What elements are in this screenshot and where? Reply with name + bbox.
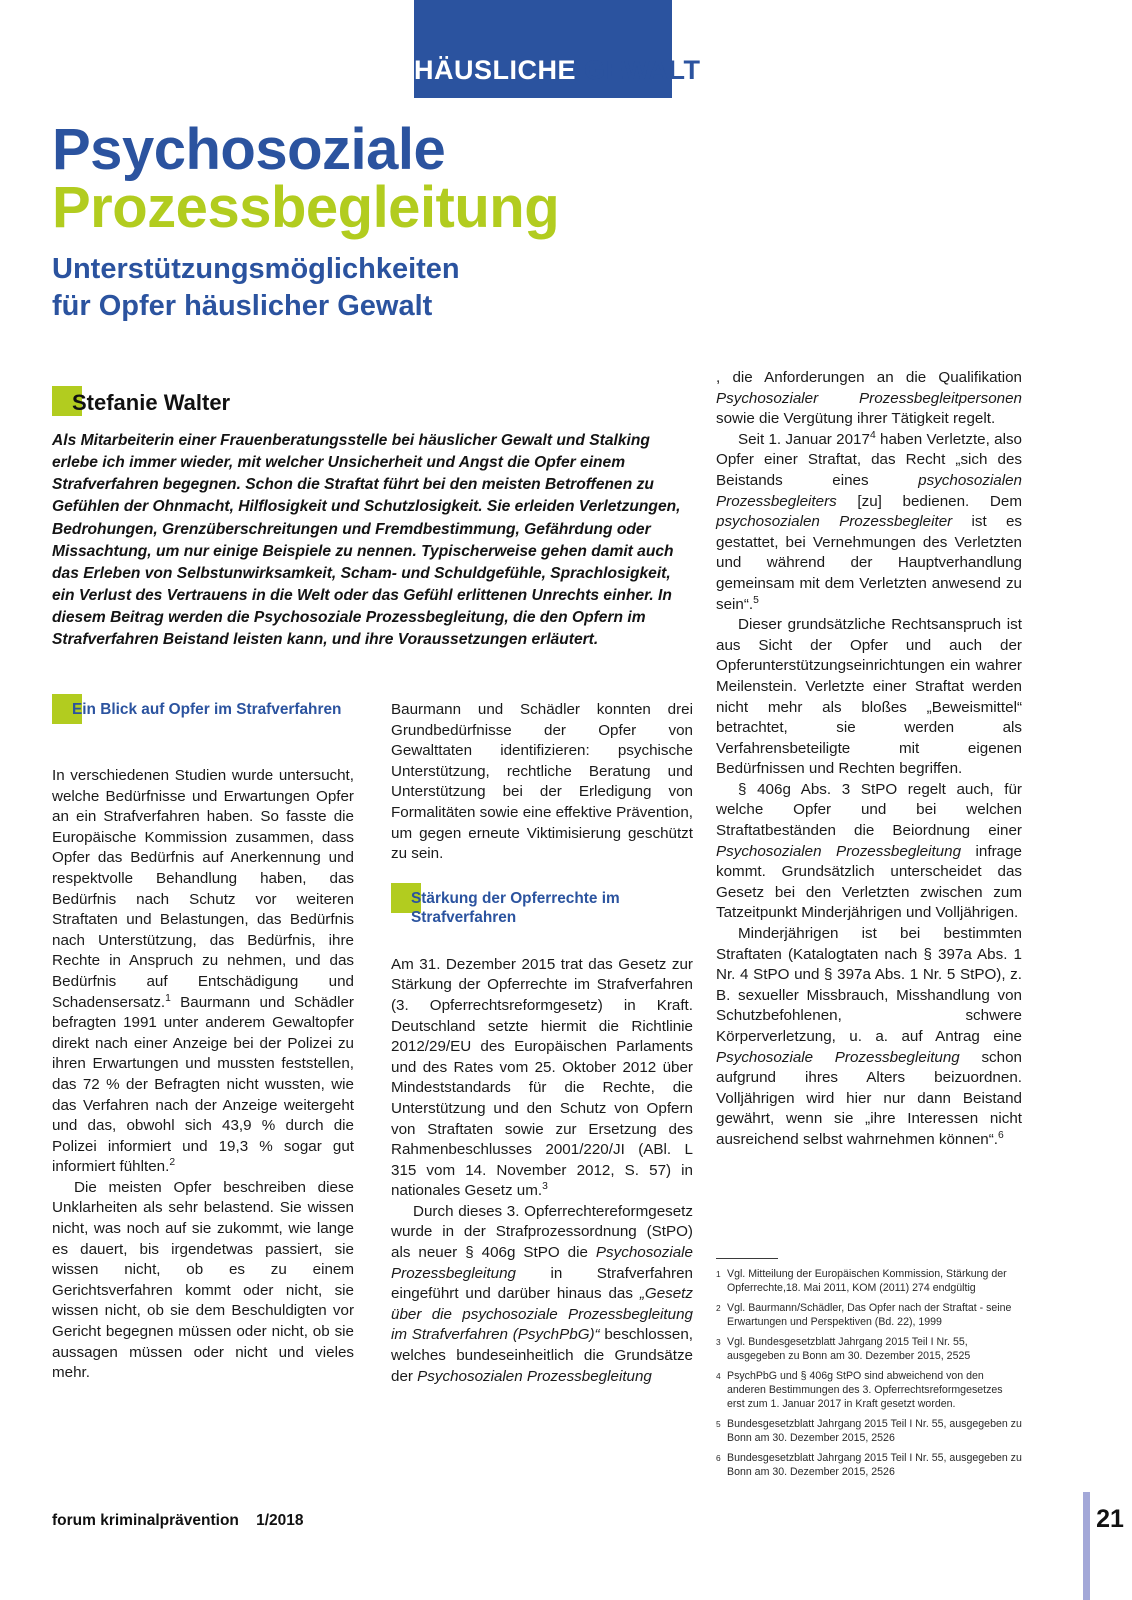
footer-publication: forum kriminalprävention 1/2018 <box>52 1512 304 1529</box>
paragraph-continued: , die Anforderungen an die Qualifikation Psychosozialer Prozessbegleitpersonen sowie die Vergütung ihrer Tätigkeit regelt. <box>716 369 1022 428</box>
column-middle <box>391 700 693 1387</box>
paragraph: Seit 1. Januar 2017$^4$ haben Verletzte, also Opfer einer Straftat, das Recht „sich des Beistands eines psychosozialen Prozessbegleiters [zu] bedienen. Dem psychosozialen Prozessbegleiter ist es gestattet, bei Vernehmungen des Verletzten und während der Hauptverhandlung gemeinsam mit dem Verletzten anwesend zu sein“.$^5$ <box>716 429 1022 613</box>
spacer <box>391 865 693 889</box>
paragraph: Durch dieses 3. Opferrechtereformgesetz wurde in der Strafprozessordnung (StPO) als neuer § 406g StPO die Psychosoziale Prozessbegleitung in Strafverfahren eingeführt und darüber hinaus das „Gesetz über die psychosoziale Prozessbegleitung im Strafverfahren (PsychPbG)“ beschlossen, welches bundeseinheitlich die Grundsätze der Psychosozialen Prozessbegleitung <box>391 1202 693 1385</box>
footnote-number: 5 <box>716 1418 721 1429</box>
footnotes-list <box>716 1258 1022 1486</box>
footnote-ref[interactable]: 5 <box>753 594 759 606</box>
author-name: Stefanie Walter <box>72 390 231 415</box>
footnote-ref[interactable]: 6 <box>998 1129 1004 1141</box>
paragraph: § 406g Abs. 3 StPO regelt auch, für welche Opfer und bei welchen Straftatbeständen die Beiordnung einer Psychosozialen Prozessbegleitung infrage kommt. Grundsätzlich unterscheidet das Gesetz bei den Verletzten zwischen zum Tatzeitpunkt Minderjährigen und Volljährigen. <box>716 780 1022 922</box>
footnote-number: 6 <box>716 1452 721 1463</box>
footnote-text: PsychPbG und § 406g StPO sind abweichend von den anderen Bestimmungen des 3. Opferrechtsreformgesetzes erst zum 1. Januar 2017 in Kraft gesetzt worden. <box>727 1369 1003 1410</box>
section-heading-1 <box>52 700 354 744</box>
footnote-item <box>716 1370 1022 1412</box>
footnote-number: 3 <box>716 1336 721 1347</box>
kicker-label-primary: HÄUSLICHE <box>414 55 577 85</box>
page-number: 21 <box>1096 1505 1124 1533</box>
lead-block <box>52 386 697 651</box>
footnote-ref[interactable]: 4 <box>869 429 876 441</box>
footnote-ref[interactable]: 3 <box>542 1181 548 1193</box>
footnote-item <box>716 1302 1022 1330</box>
column-right <box>716 368 1022 1151</box>
footnote-item <box>716 1268 1022 1296</box>
footnote-text: Bundesgesetzblatt Jahrgang 2015 Teil I Nr. 55, ausgegeben zu Bonn am 30. Dezember 2015, 2526 <box>727 1417 1022 1444</box>
footnote-item <box>716 1336 1022 1364</box>
footnote-text: Vgl. Bundesgesetzblatt Jahrgang 2015 Teil I Nr. 55, ausgegeben zu Bonn am 30. Dezember 2015, 2525 <box>727 1335 971 1362</box>
column-left <box>52 700 354 1384</box>
lead-paragraph: Als Mitarbeiterin einer Frauenberatungsstelle bei häuslicher Gewalt und Stalking erlebe ich immer wieder, mit welcher Unsicherheit und Angst die Opfer einem Strafverfahren begegnen. Schon die Straftat führt bei den meisten Betroffenen zu Gefühlen der Ohnmacht, Hilflosigkeit und Schutzlosigkeit. Sie erleiden Verletzungen, Bedrohungen, Grenzüberschreitungen und Fremdbestimmung, Gefährdung oder Missachtung, um nur einige Beispiele zu nennen. Typischerweise gehen damit auch das Erleben von Selbstunwirksamkeit, Scham- und Schuldgefühle, Sprachlosigkeit, ein Verlust des Vertrauens in die Welt oder das Gefühl erlittenen Unrechts einher. In diesem Beitrag werden die Psychosoziale Prozessbegleitung, die den Opfern im Strafverfahren Beistand leisten kann, und ihre Voraussetzungen erläutert. <box>52 432 681 649</box>
page-title-line-2: Prozessbegleitung <box>52 174 560 240</box>
paragraph: Die meisten Opfer beschreiben diese Unklarheiten als sehr belastend. Sie wissen nicht, was noch auf sie zukommt, wie lange es dauert, bis irgendetwas passiert, sie wissen nicht, ob es zu einem Gerichtsverfahren kommt oder nicht, sie wissen nicht, ob sie dem Beschuldigten vor Gericht begegnen müssen oder nicht, ob sie aussagen müssen oder nicht und vieles mehr. <box>52 1178 354 1382</box>
page-subtitle-line-2: für Opfer häuslicher Gewalt <box>52 289 433 322</box>
title-block <box>52 117 752 324</box>
page-number-bar <box>1083 1492 1090 1600</box>
paragraph: Dieser grundsätzliche Rechtsanspruch ist aus Sicht der Opfer und auch der Opferunterstützungseinrichtungen ein wahrer Meilenstein. Verletzte einer Straftat werden nicht mehr als bloßes „Beweismittel“ betrachtet, sie werden als Verfahrensbeteiligte mit eigenen Bedürfnissen und Rechten begriffen. <box>716 616 1022 778</box>
section-heading-1-label: Ein Blick auf Opfer im Strafverfahren <box>72 701 342 718</box>
footnote-separator <box>716 1258 778 1259</box>
page-subtitle-line-1: Unterstützungsmöglichkeiten <box>52 253 460 286</box>
footnote-number: 4 <box>716 1370 721 1381</box>
section-heading-2 <box>391 889 693 933</box>
footnote-text: Vgl. Mitteilung der Europäischen Kommission, Stärkung der Opferrechte,18. Mai 2011, KOM (2011) 274 endgültig <box>727 1268 1007 1294</box>
paragraph: In verschiedenen Studien wurde untersucht, welche Bedürfnisse und Erwartungen Opfer an ein Strafverfahren haben. So fasste die Europäische Kommission zusammen, dass Opfer das Bedürfnis auf Anerkennung und respektvolle Behandlung haben, das Bedürfnis nach Schutz vor weiteren Straftaten und Belastungen, das Bedürfnis nach Unterstützung, das Bedürfnis, ihre Rechte in Anspruch zu nehmen, und das Bedürfnis auf Entschädigung und Schadensersatz.$^1$ Baurmann und Schädler befragten 1991 unter anderem Gewaltopfer direkt nach einer Anzeige bei der Polizei zu ihren Erwartungen und mussten feststellen, das 72 % der Befragten nicht wussten, wie das Verfahren nach der Anzeige weitergeht und das, obwohl sich 43,9 % durch die Polizei informiert und 19,3 % sogar gut informiert fühlten.$^2$ <box>52 767 354 1176</box>
footnote-text: Bundesgesetzblatt Jahrgang 2015 Teil I Nr. 55, ausgegeben zu Bonn am 30. Dezember 2015, 2526 <box>727 1451 1022 1478</box>
author-row <box>52 386 697 420</box>
footnote-ref[interactable]: 1 <box>165 992 171 1004</box>
kicker <box>414 50 814 90</box>
paragraph: Baurmann und Schädler konnten drei Grundbedürfnisse der Opfer von Gewalttaten identifizieren: psychische Unterstützung, rechtliche Beratung und Unterstützung bei der Erledigung von Formalitäten sowie eine effektive Prävention, um gegen erneute Viktimisierung geschützt zu sein. <box>391 701 693 863</box>
page-title-line-1: Psychosoziale <box>52 117 446 182</box>
paragraph: Minderjährigen ist bei bestimmten Straftaten (Katalogtaten nach § 397a Abs. 1 Nr. 4 StPO und § 397a Abs. 1 Nr. 5 StPO), z. B. sexueller Missbrauch, Misshandlung von Schutzbefohlenen, schwere Körperverletzung, u. a. auf Antrag eine Psychosoziale Prozessbegleitung schon aufgrund ihres Alters beizuordnen. Volljährigen wird hier nur dann Beistand gewährt, wenn sie „ihre Interessen nicht ausreichend selbst wahrnehmen können“.$^6$ <box>716 925 1022 1148</box>
footnote-text: Vgl. Baurmann/Schädler, Das Opfer nach der Straftat - seine Erwartungen und Perspektiven (Bd. 22), 1999 <box>727 1301 1012 1328</box>
footnote-item <box>716 1452 1022 1480</box>
kicker-label-secondary: GEWALT <box>576 55 701 85</box>
paragraph: Am 31. Dezember 2015 trat das Gesetz zur Stärkung der Opferrechte im Strafverfahren (3. Opferrechtsreformgesetz) in Kraft. Deutschland setzte hiermit die Richtlinie 2012/29/EU des Europäischen Parlaments und des Rates vom 25. Oktober 2012 über Mindeststandards für die Rechte, die Unterstützung und den Schutz von Opfern von Straftaten sowie zur Ersetzung des Rahmenbeschlusses 2001/220/JI (ABl. L 315 vom 14. November 2012, S. 57) in nationales Gesetz um.$^3$ <box>391 955 693 1200</box>
footnote-ref[interactable]: 2 <box>169 1157 176 1169</box>
page-subtitle <box>52 251 752 324</box>
footnote-number: 1 <box>716 1269 721 1279</box>
footnote-item <box>716 1418 1022 1446</box>
footnote-number: 2 <box>716 1302 721 1313</box>
section-heading-2-label: Stärkung der Opferrechte im Strafverfahren <box>411 889 620 927</box>
